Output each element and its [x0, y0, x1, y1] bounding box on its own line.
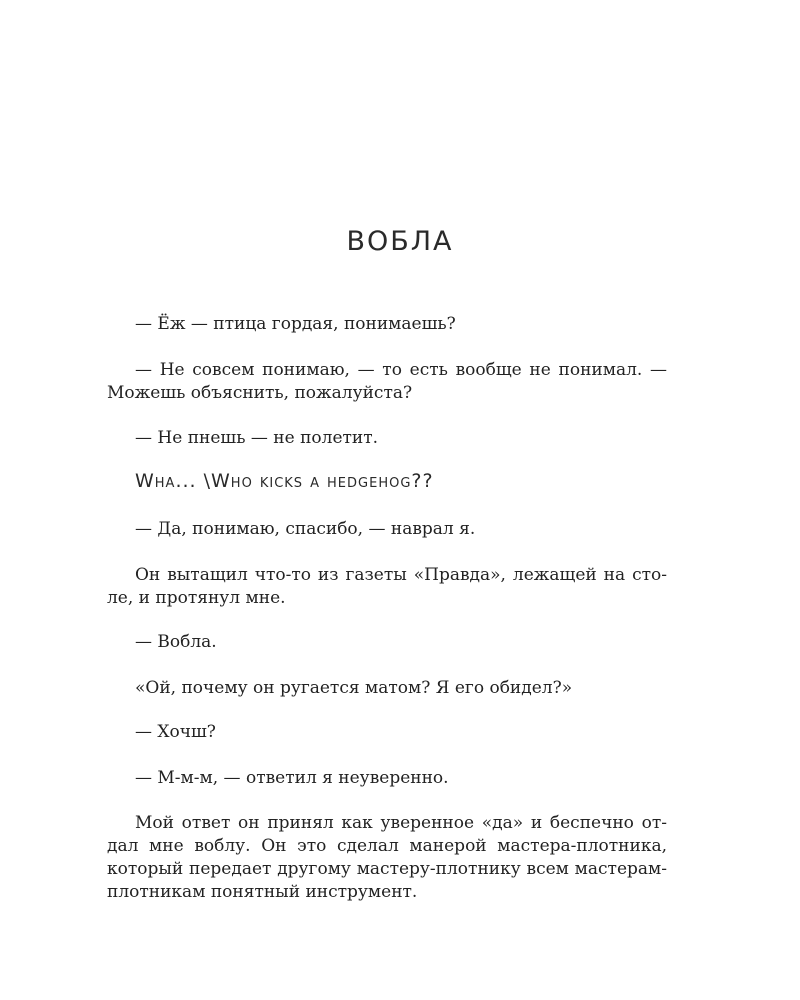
- paragraph-wont-fly: — Не пнешь — не полетит.: [135, 428, 379, 448]
- paragraph-swearing: «Ой, почему он ругается матом? Я его обидел?»: [135, 678, 573, 698]
- paragraph-not-understand: — Не совсем понимаю, — то есть вообще не понимал. — Можешь объяснить, пожалуйста?: [107, 360, 667, 403]
- paragraph-want: — Хочш?: [135, 722, 216, 742]
- paragraph-lied: — Да, понимаю, спасибо, — наврал я.: [135, 519, 476, 539]
- paragraph-hedgehog-proud: — Ёж — птица гордая, понимаешь?: [135, 314, 456, 334]
- handwritten-note: Wha... \Who kicks a hedgehog??: [135, 470, 434, 492]
- paragraph-vobla: — Вобла.: [135, 632, 217, 652]
- paragraph-carpenter: Мой ответ он принял как уверенное «да» и беспечно отдал мне воблу. Он это сделал манерой мастера-плотника, который передает другому мастеру-плотнику всем мастерам-плотникам понятный инструмент.: [107, 813, 667, 902]
- paragraph-newspaper: Он вытащил что-то из газеты «Правда», лежащей на столе, и протянул мне.: [107, 565, 667, 608]
- chapter-title: ВОБЛА: [346, 226, 454, 257]
- paragraph-hmm: — М-м-м, — ответил я неуверенно.: [135, 768, 449, 788]
